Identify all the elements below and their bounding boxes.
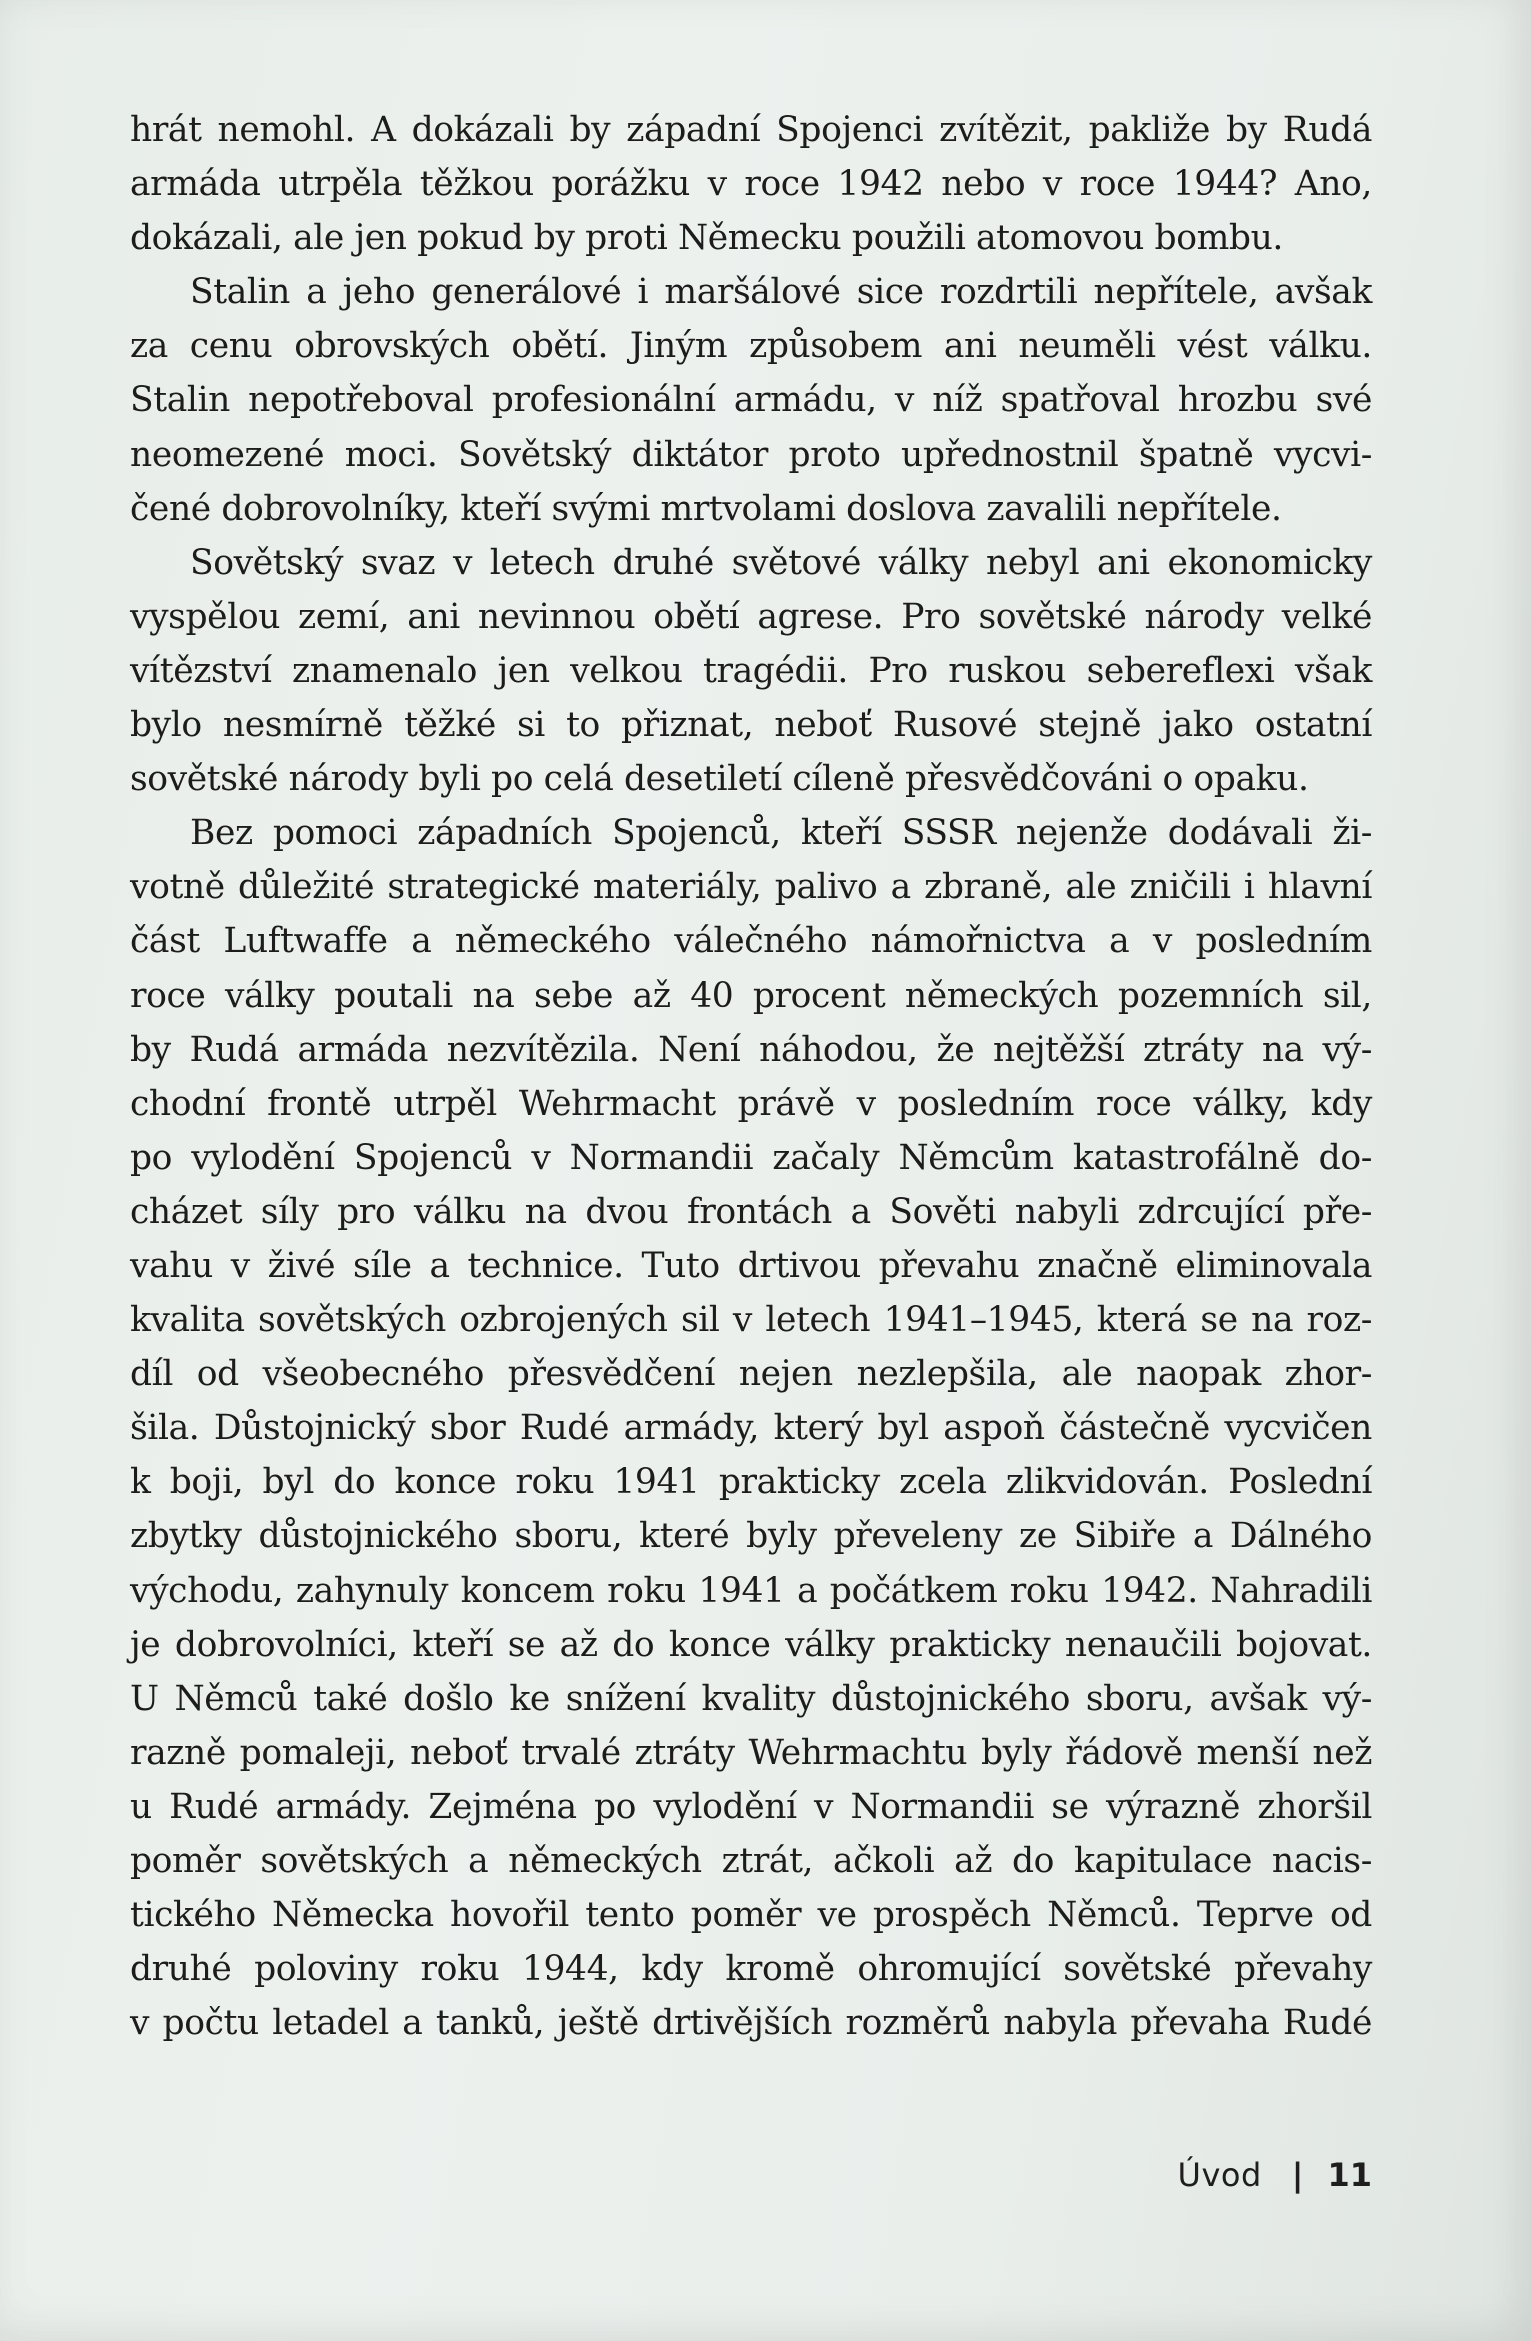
text-line: chodní frontě utrpěl Wehrmacht právě v posledním roce války, kdy xyxy=(130,1083,1372,1124)
text-line: vyspělou zemí, ani nevinnou obětí agrese. Pro sovětské národy velké xyxy=(130,596,1372,637)
text-line: tického Německa hovořil tento poměr ve prospěch Němců. Teprve od xyxy=(130,1895,1372,1936)
text-line: v počtu letadel a tanků, ještě drtivějších rozměrů nabyla převaha Rudé xyxy=(130,2003,1372,2044)
text-line: část Luftwaffe a německého válečného námořnictva a v posledním xyxy=(130,921,1372,962)
text-line: neomezené moci. Sovětský diktátor proto upřednostnil špatně vycvi- xyxy=(130,434,1372,475)
text-line: roce války poutali na sebe až 40 procent německých pozemních sil, xyxy=(130,975,1372,1016)
text-line: východu, zahynuly koncem roku 1941 a počátkem roku 1942. Nahradili xyxy=(130,1570,1372,1611)
text-line: je dobrovolníci, kteří se až do konce války prakticky nenaučili bojovat. xyxy=(130,1624,1372,1665)
page-number: 11 xyxy=(1327,2156,1372,2194)
text-line: zbytky důstojnického sboru, které byly převeleny ze Sibiře a Dálného xyxy=(130,1516,1372,1557)
text-line: dokázali, ale jen pokud by proti Německu použili atomovou bombu. xyxy=(130,218,1283,259)
text-line: by Rudá armáda nezvítězila. Není náhodou, že nejtěžší ztráty na vý- xyxy=(130,1029,1372,1070)
text-line: poměr sovětských a německých ztrát, ačkoli až do kapitulace nacis- xyxy=(130,1841,1372,1881)
text-line: po vylodění Spojenců v Normandii začaly Němcům katastrofálně do- xyxy=(130,1137,1372,1178)
text-line: u Rudé armády. Zejména po vylodění v Normandii se výrazně zhoršil xyxy=(130,1786,1372,1827)
text-line: za cenu obrovských obětí. Jiným způsobem ani neuměli vést válku. xyxy=(130,326,1372,367)
text-line: k boji, byl do konce roku 1941 prakticky zcela zlikvidován. Poslední xyxy=(130,1462,1372,1503)
text-line: cházet síly pro válku na dvou frontách a Sověti nabyli zdrcující pře- xyxy=(130,1191,1372,1232)
text-line: Stalin a jeho generálové i maršálové sice rozdrtili nepřítele, avšak xyxy=(190,272,1372,313)
text-line: vítězství znamenalo jen velkou tragédii. Pro ruskou sebereflexi však xyxy=(130,650,1372,691)
text-line: Sovětský svaz v letech druhé světové války nebyl ani ekonomicky xyxy=(190,542,1372,583)
text-line: sovětské národy byli po celá desetiletí cíleně přesvědčováni o opaku. xyxy=(130,759,1309,800)
text-line: Stalin nepotřeboval profesionální armádu, v níž spatřoval hrozbu své xyxy=(130,380,1372,421)
text-line: votně důležité strategické materiály, palivo a zbraně, ale zničili i hlavní xyxy=(130,867,1372,908)
text-line: díl od všeobecného přesvědčení nejen nezlepšila, ale naopak zhor- xyxy=(130,1354,1372,1395)
text-line: armáda utrpěla těžkou porážku v roce 1942 nebo v roce 1944? Ano, xyxy=(130,164,1372,205)
text-line: kvalita sovětských ozbrojených sil v letech 1941–1945, která se na roz- xyxy=(130,1300,1372,1341)
text-line: hrát nemohl. A dokázali by západní Spojenci zvítězit, pakliže by Rudá xyxy=(130,110,1372,150)
text-line: čené dobrovolníky, kteří svými mrtvolami doslova zavalili nepřítele. xyxy=(130,488,1282,529)
text-line: U Němců také došlo ke snížení kvality důstojnického sboru, avšak vý- xyxy=(130,1678,1372,1719)
footer-separator: | xyxy=(1291,2156,1304,2194)
text-line: Bez pomoci západních Spojenců, kteří SSSR nejenže dodávali ži- xyxy=(190,813,1372,854)
text-line: šila. Důstojnický sbor Rudé armády, který byl aspoň částečně vycvičen xyxy=(130,1408,1372,1449)
text-line: bylo nesmírně těžké si to přiznat, neboť Rusové stejně jako ostatní xyxy=(130,705,1372,746)
text-line: druhé poloviny roku 1944, kdy kromě ohromující sovětské převahy xyxy=(130,1949,1372,1990)
text-line: razně pomaleji, neboť trvalé ztráty Wehrmachtu byly řádově menší než xyxy=(130,1732,1372,1773)
running-section-title: Úvod xyxy=(1177,2156,1262,2194)
text-line: vahu v živé síle a technice. Tuto drtivou převahu značně eliminovala xyxy=(130,1245,1372,1286)
page-footer xyxy=(1150,2150,1372,2200)
body-text xyxy=(130,103,1372,2050)
